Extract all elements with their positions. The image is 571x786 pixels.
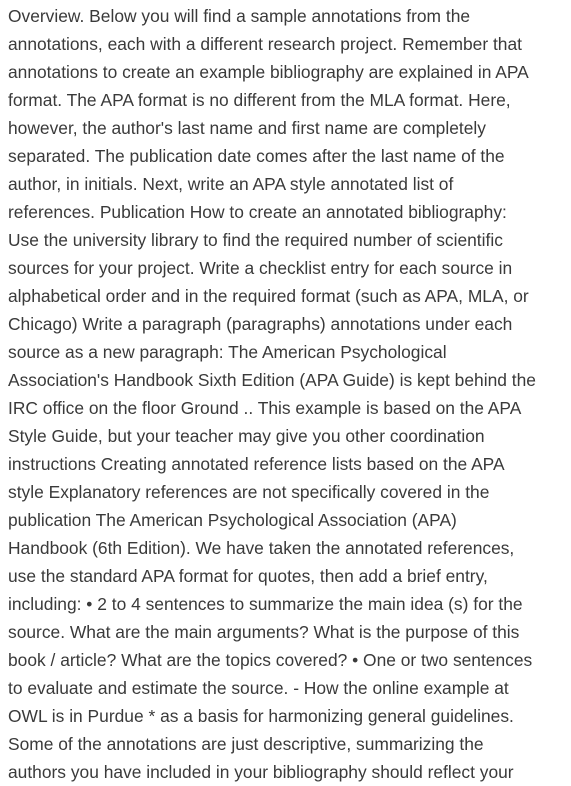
text-line: Style Guide, but your teacher may give you other coordination xyxy=(8,426,485,446)
text-line: IRC office on the floor Ground .. This example is based on the APA xyxy=(8,398,522,418)
text-line: style Explanatory references are not specifically covered in the xyxy=(8,482,490,502)
text-line: OWL is in Purdue * as a basis for harmonizing general guidelines. xyxy=(8,706,514,726)
text-line: publication The American Psychological Association (APA) xyxy=(8,510,457,530)
text-line: alphabetical order and in the required format (such as APA, MLA, or xyxy=(8,286,529,306)
text-line: authors you have included in your bibliography should reflect your xyxy=(8,762,514,782)
text-line: Association's Handbook Sixth Edition (APA Guide) is kept behind the xyxy=(8,370,536,390)
text-line: sources for your project. Write a checklist entry for each source in xyxy=(8,258,513,278)
text-line: instructions Creating annotated reference lists based on the APA xyxy=(8,454,505,474)
text-line: format. The APA format is no different from the MLA format. Here, xyxy=(8,90,511,110)
text-line: however, the author's last name and first name are completely xyxy=(8,118,486,138)
text-line: separated. The publication date comes after the last name of the xyxy=(8,146,505,166)
text-line: including: • 2 to 4 sentences to summarize the main idea (s) for the xyxy=(8,594,523,614)
text-line: source as a new paragraph: The American Psychological xyxy=(8,342,447,362)
text-line: Handbook (6th Edition). We have taken the annotated references, xyxy=(8,538,515,558)
text-line: author, in initials. Next, write an APA style annotated list of xyxy=(8,174,454,194)
article-body xyxy=(8,2,568,786)
text-line: book / article? What are the topics covered? • One or two sentences xyxy=(8,650,533,670)
text-line: Chicago) Write a paragraph (paragraphs) annotations under each xyxy=(8,314,513,334)
text-line: source. What are the main arguments? What is the purpose of this xyxy=(8,622,520,642)
text-line: annotations, each with a different research project. Remember that xyxy=(8,34,522,54)
text-line: use the standard APA format for quotes, then add a brief entry, xyxy=(8,566,488,586)
text-line: Some of the annotations are just descriptive, summarizing the xyxy=(8,734,484,754)
text-line: references. Publication How to create an annotated bibliography: xyxy=(8,202,507,222)
text-line: annotations to create an example bibliography are explained in APA xyxy=(8,62,529,82)
text-line: to evaluate and estimate the source. - How the online example at xyxy=(8,678,509,698)
text-line: Overview. Below you will find a sample annotations from the xyxy=(8,6,471,26)
text-line: Use the university library to find the required number of scientific xyxy=(8,230,503,250)
